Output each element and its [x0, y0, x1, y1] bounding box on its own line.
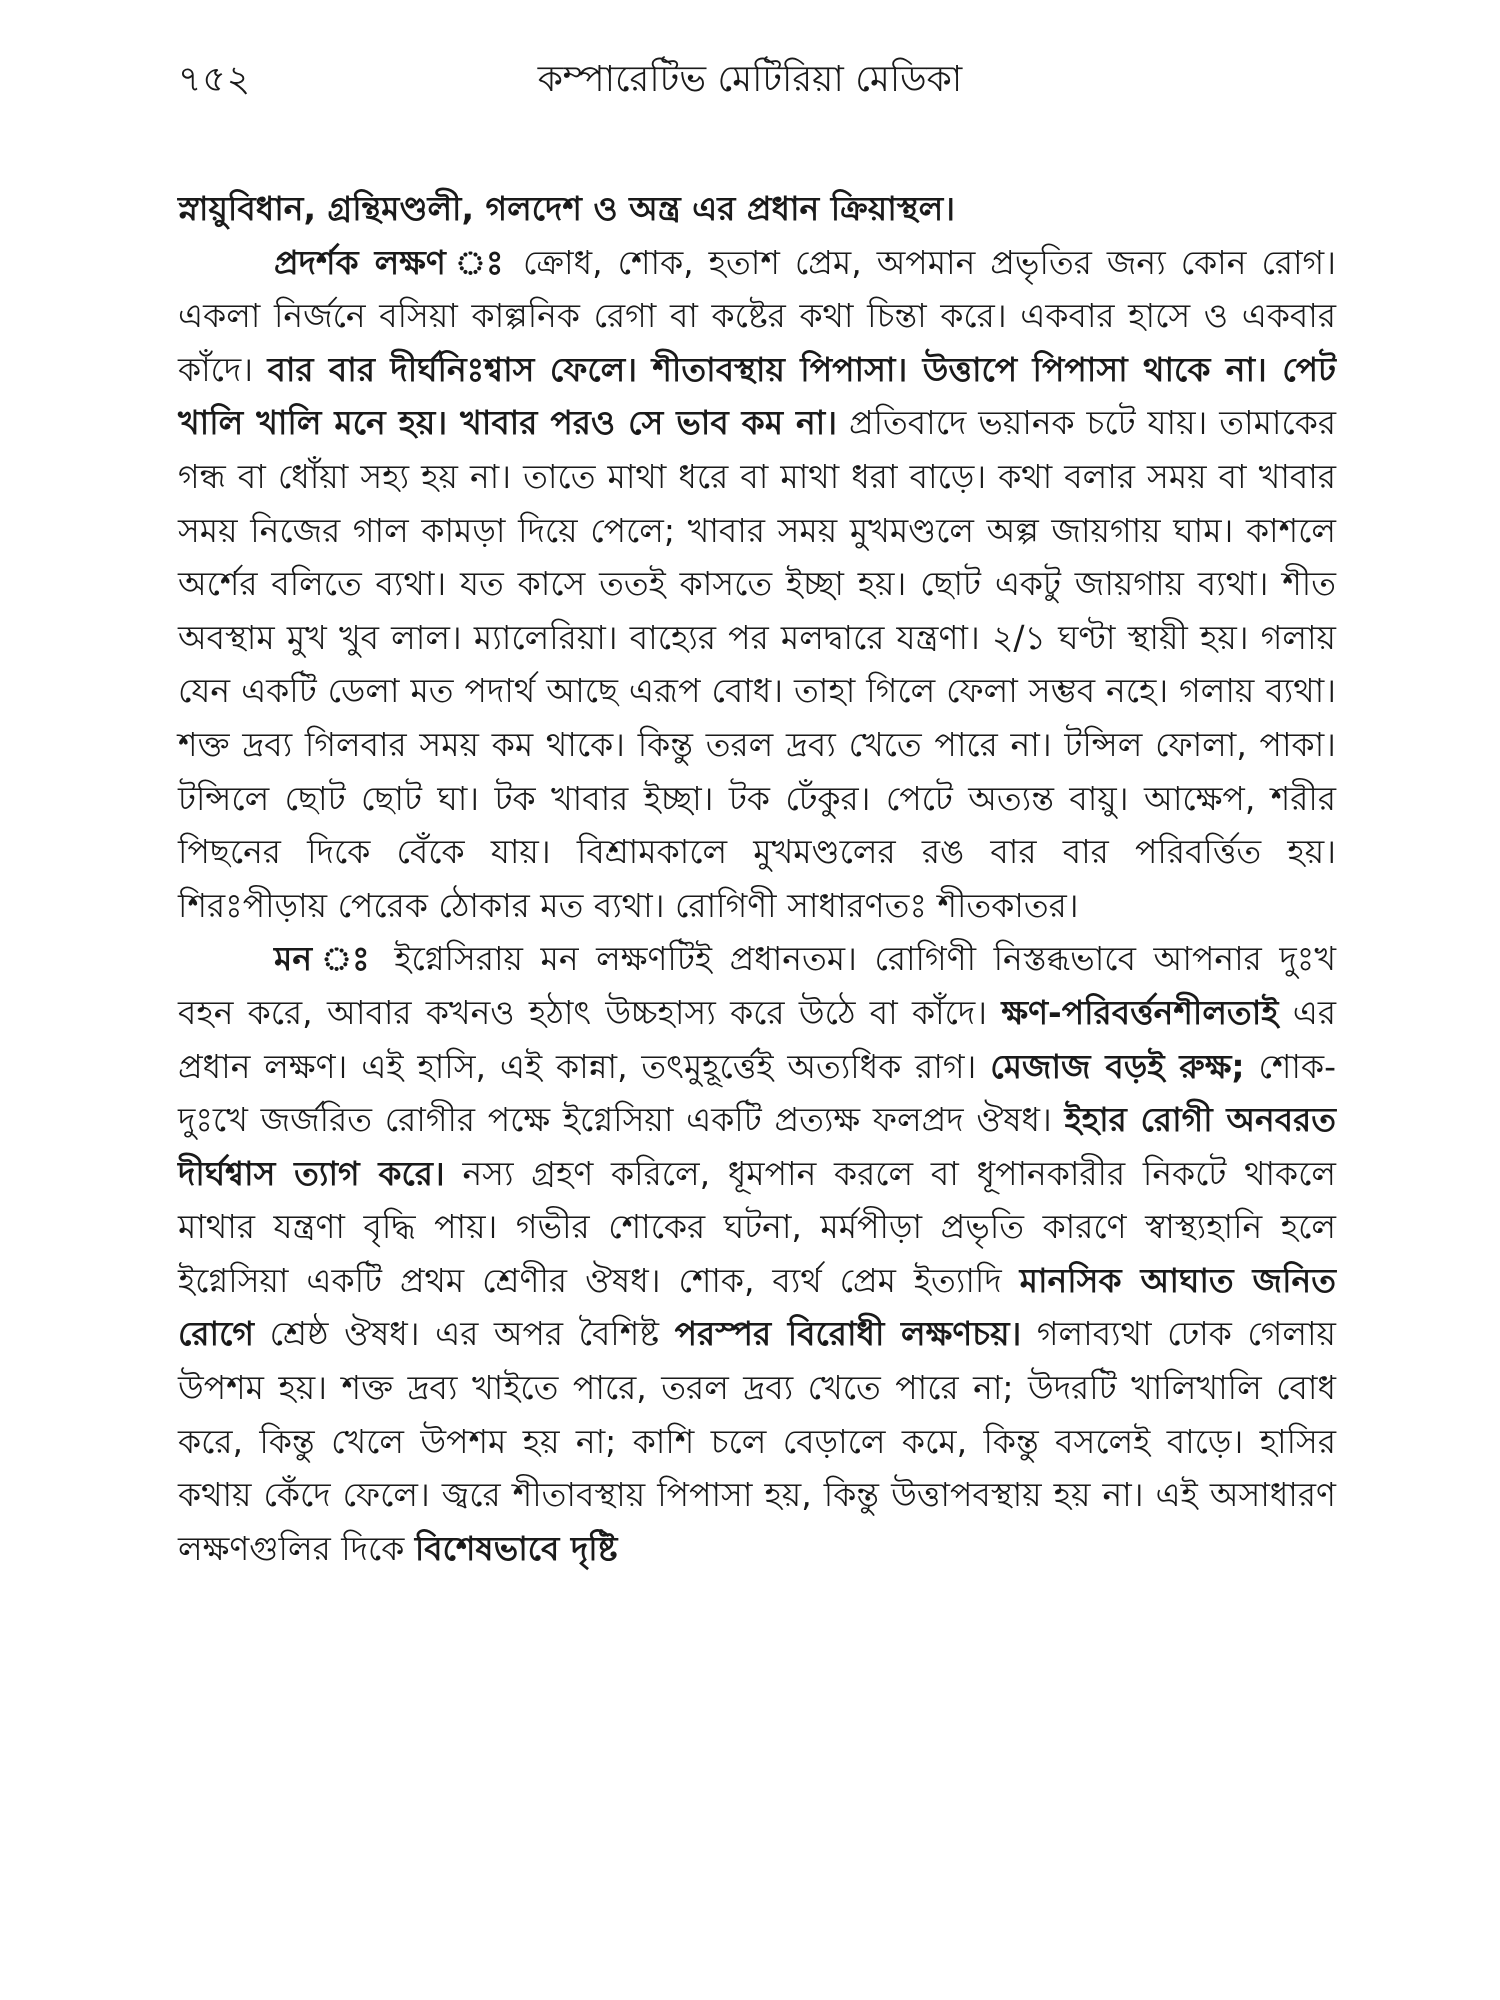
- mind-text: গলাব্যথা ঢোক গেলায় উপশম হয়। শক্ত দ্রব্য খাইতে পারে, তরল দ্রব্য খেতে পারে না; উদরটি খালিখালি বোধ করে, কিন্তু খেলে উপশম হয় না; কাশি চলে বেড়ালে কমে, কিন্তু বসলেই বাড়ে। হাসির কথায় কেঁদে ফেলে। জ্বরে শীতাবস্থায় পিপাসা হয়, কিন্তু উত্তাপবস্থায় হয় না। এই অসাধারণ লক্ষণগুলির দিকে: [178, 1314, 1336, 1568]
- symptoms-emphasis: বার বার দীর্ঘনিঃশ্বাস ফেলে। শীতাবস্থায় পিপাসা। উত্তাপে পিপাসা থাকে না। পেট খালি খালি মনে হয়। খাবার পরও সে ভাব কম না।: [178, 349, 1336, 443]
- mind-emphasis: ইহার রোগী অনবরত দীর্ঘশ্বাস ত্যাগ করে।: [178, 1100, 1336, 1193]
- mind-emphasis: বিশেষভাবে দৃষ্টি: [414, 1528, 618, 1568]
- symptoms-heading: প্রদর্শক লক্ষণ ঃ: [274, 242, 509, 282]
- running-title: কম্পারেটিভ মেটিরিয়া মেডিকা: [537, 59, 963, 100]
- symptoms-text: ক্রোধ, শোক, হতাশ প্রেম, অপমান প্রভৃতির জন্য কোন রোগ। একলা নির্জনে বসিয়া কাল্পনিক রেগা বা কষ্টের কথা চিন্তা করে। একবার হাসে ও একবার কাঁদে।: [178, 242, 1336, 389]
- mind-emphasis: ক্ষণ-পরিবর্ত্তনশীলতাই: [1001, 992, 1279, 1032]
- mind-emphasis: পরস্পর বিরোধী লক্ষণচয়।: [674, 1314, 1022, 1354]
- mind-text: শ্রেষ্ঠ ঔষধ। এর অপর বৈশিষ্ট: [269, 1314, 660, 1354]
- mind-text: নস্য গ্রহণ করিলে, ধূমপান করলে বা ধূপানকারীর নিকটে থাকলে মাথার যন্ত্রণা বৃদ্ধি পায়। গভীর শোকের ঘটনা, মর্মপীড়া প্রভৃতি কারণে স্বাস্থ্যহানি হলে ইগ্নেসিয়া একটি প্রথম শ্রেণীর ঔষধ। শোক, ব্যর্থ প্রেম ইত্যাদি: [178, 1153, 1336, 1300]
- mind-emphasis: মেজাজ বড়ই রুক্ষ;: [990, 1046, 1245, 1086]
- mind-text: শোক-দুঃখে জর্জরিত রোগীর পক্ষে ইগ্নেসিয়া একটি প্রত্যক্ষ ফলপ্রদ ঔষধ।: [178, 1046, 1336, 1140]
- page-header: [0, 52, 1500, 122]
- action-sites-paragraph: স্নায়ুবিধান, গ্রন্থিমণ্ডলী, গলদেশ ও অন্ত্র এর প্রধান ক্রিয়াস্থল।: [178, 189, 955, 228]
- body-text: [178, 182, 1336, 1575]
- mind-text: এর প্রধান লক্ষণ। এই হাসি, এই কান্না, তৎমুহূর্ত্তেই অত্যধিক রাগ।: [178, 992, 1336, 1086]
- symptoms-text: প্রতিবাদে ভয়ানক চটে যায়। তামাকের গন্ধ বা ধোঁয়া সহ্য হয় না। তাতে মাথা ধরে বা মাথা ধরা বাড়ে। কথা বলার সময় বা খাবার সময় নিজের গাল কামড়া দিয়ে পেলে; খাবার সময় মুখমণ্ডলে অল্প জায়গায় ঘাম। কাশলে অর্শের বলিতে ব্যথা। যত কাসে ততই কাসতে ইচ্ছা হয়। ছোট একটু জায়গায় ব্যথা। শীত অবস্থাম মুখ খুব লাল। ম্যালেরিয়া। বাহ্যের পর মলদ্বারে যন্ত্রণা। ২/১ ঘণ্টা স্থায়ী হয়। গলায় যেন একটি ডেলা মত পদার্থ আছে এরূপ বোধ। তাহা গিলে ফেলা সম্ভব নহে। গলায় ব্যথা। শক্ত দ্রব্য গিলবার সময় কম থাকে। কিন্তু তরল দ্রব্য খেতে পারে না। টন্সিল ফোলা, পাকা। টন্সিলে ছোট ছোট ঘা। টক খাবার ইচ্ছা। টক ঢেঁকুর। পেটে অত্যন্ত বায়ু। আক্ষেপ, শরীর পিছনের দিকে বেঁকে যায়। বিশ্রামকালে মুখমণ্ডলের রঙ বার বার পরিবর্ত্তিত হয়। শিরঃপীড়ায় পেরেক ঠোকার মত ব্যথা। রোগিণী সাধারণতঃ শীতকাতর।: [178, 403, 1336, 925]
- mind-paragraph: [178, 932, 1336, 1575]
- page-number: ৭৫২: [178, 59, 252, 100]
- mind-heading: মন ঃ: [274, 939, 377, 979]
- symptoms-paragraph: [178, 236, 1336, 933]
- mind-emphasis: মানসিক আঘাত জনিত রোগে: [178, 1260, 1336, 1354]
- mind-text: ইগ্নেসিরায় মন লক্ষণটিই প্রধানতম। রোগিণী নিস্তব্ধভাবে আপনার দুঃখ বহন করে, আবার কখনও হঠাৎ উচ্চহাস্য করে উঠে বা কাঁদে।: [178, 939, 1336, 1032]
